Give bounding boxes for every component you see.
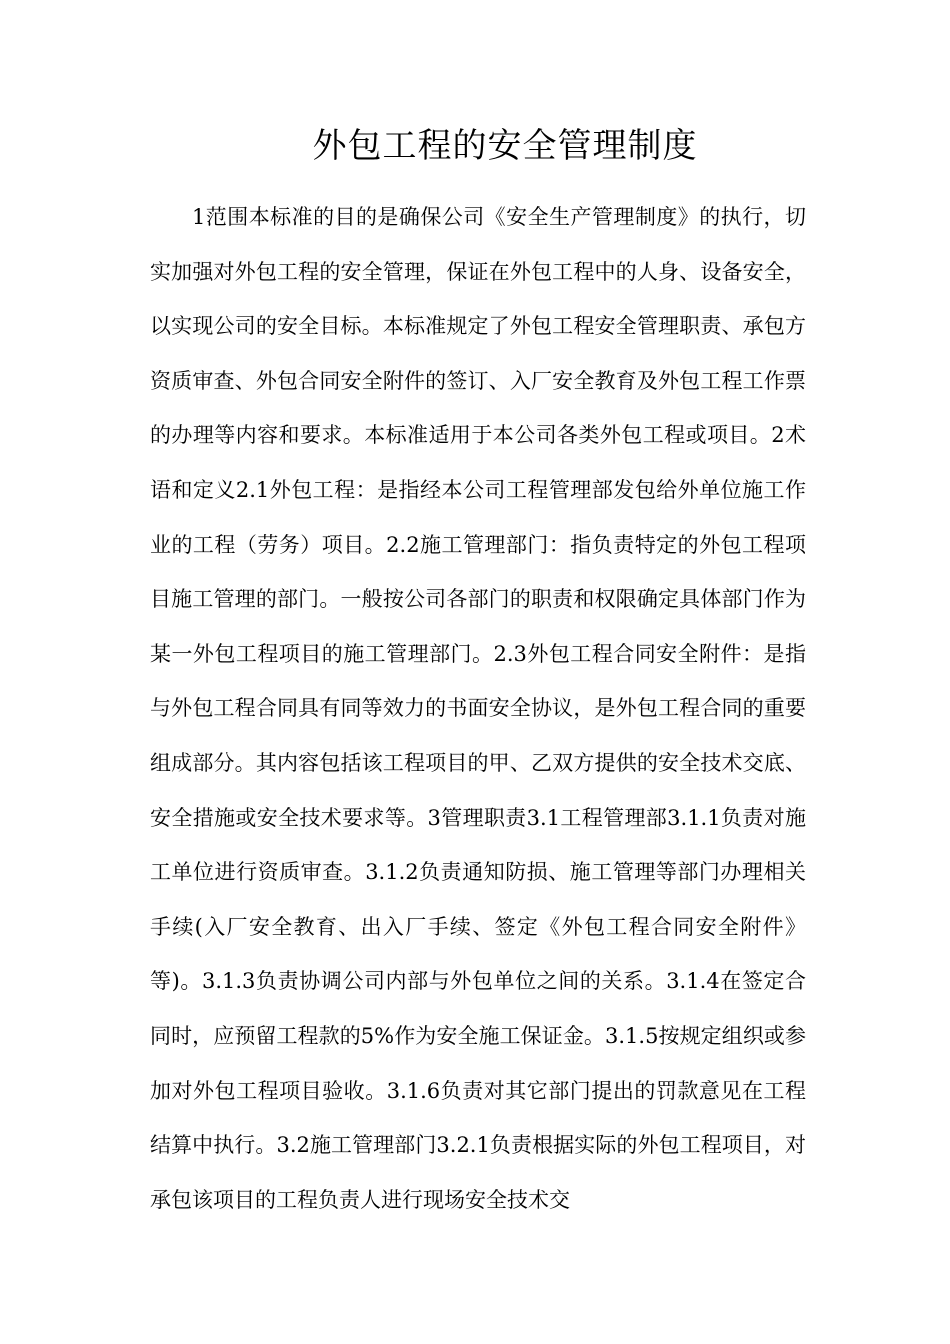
document-title: 外包工程的安全管理制度 <box>312 126 698 166</box>
document-body-paragraph: 1范围本标准的目的是确保公司《安全生产管理制度》的执行，切实加强对外包工程的安全管理，保证在外包工程中的人身、设备安全，以实现公司的安全目标。本标准规定了外包工程安全管理职责、承包方资质审查、外包合同安全附件的签订、入厂安全教育及外包工程工作票的办理等内容和要求。本标准适用于本公司各类外包工程或项目。2术语和定义2.1外包工程：是指经本公司工程管理部发包给外单位施工作业的工程（劳务）项目。2.2施工管理部门：指负责特定的外包工程项目施工管理的部门。一般按公司各部门的职责和权限确定具体部门作为某一外包工程项目的施工管理部门。2.3外包工程合同安全附件：是指与外包工程合同具有同等效力的书面安全协议，是外包工程合同的重要组成部分。其内容包括该工程项目的甲、乙双方提供的安全技术交底、安全措施或安全技术要求等。3管理职责3.1工程管理部3.1.1负责对施工单位进行资质审查。3.1.2负责通知防损、施工管理等部门办理相关手续(入厂安全教育、出入厂手续、签定《外包工程合同安全附件》等)。3.1.3负责协调公司内部与外包单位之间的关系。3.1.4在签定合同时，应预留工程款的5%作为安全施工保证金。3.1.5按规定组织或参加对外包工程项目验收。3.1.6负责对其它部门提出的罚款意见在工程结算中执行。3.2施工管理部门3.2.1负责根据实际的外包工程项目，对承包该项目的工程负责人进行现场安全技术交 <box>150 205 806 1212</box>
